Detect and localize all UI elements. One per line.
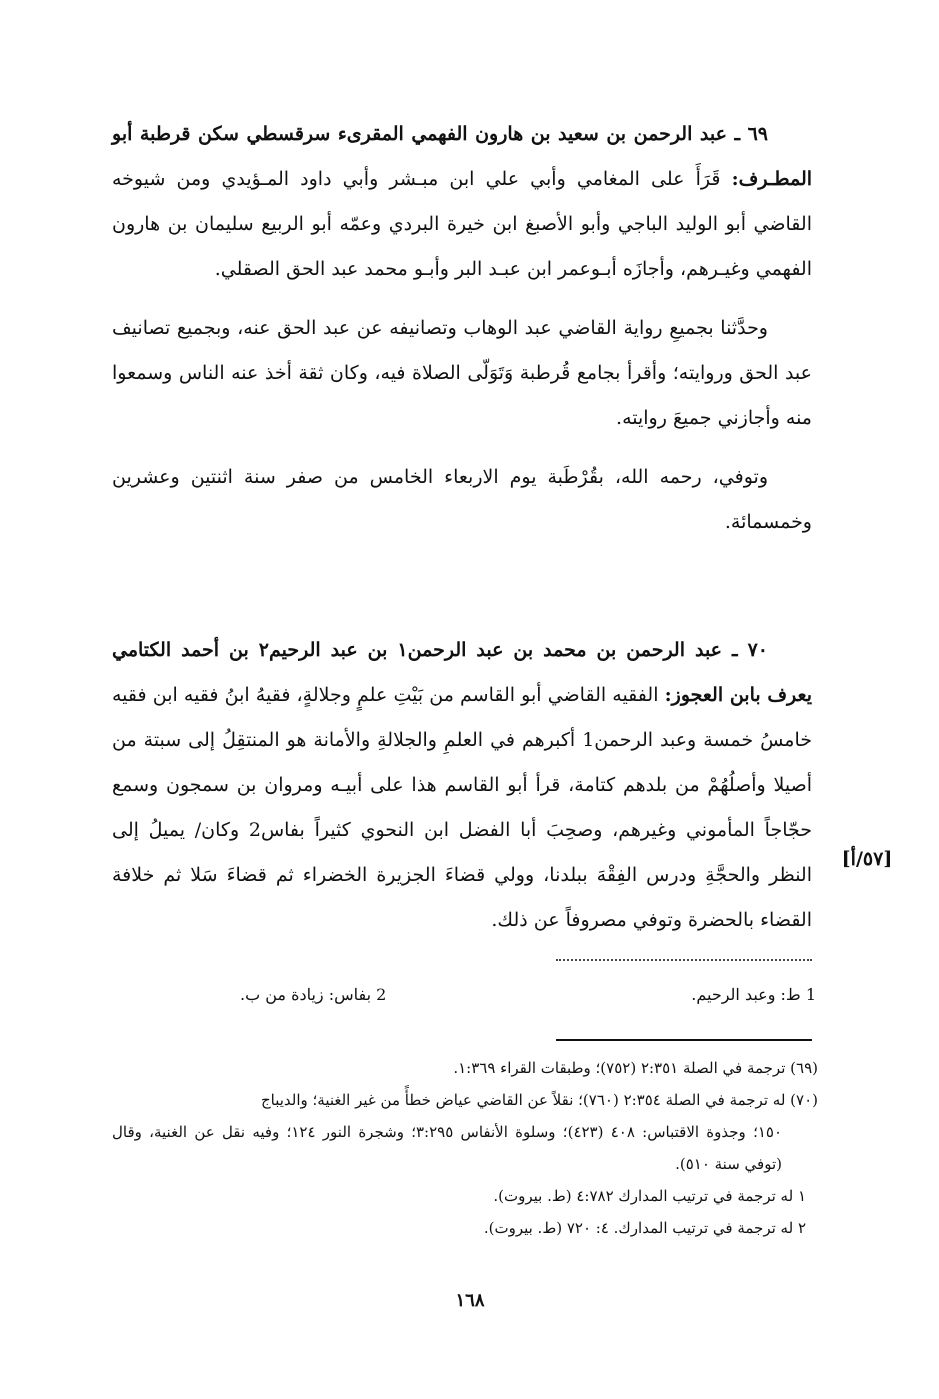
dotted-divider bbox=[556, 959, 812, 961]
footnote-70-continued: ١٥٠؛ وجذوة الاقتباس: ٤٠٨ (٤٢٣)؛ وسلوة الأنفاس ٣:٢٩٥؛ وشجرة النور ١٢٤؛ وفيه نقل عن الغنية، وقال (توفي سنة ٥١٠). bbox=[112, 1123, 783, 1173]
footnote-divider bbox=[556, 1039, 812, 1041]
footnote-sub-1: ١ له ترجمة في ترتيب المدارك ٤:٧٨٢ (ط. بيروت). bbox=[493, 1187, 806, 1205]
entry-69-first-paragraph bbox=[112, 112, 812, 292]
footnote-sub-2: ٢ له ترجمة في ترتيب المدارك. ٤: ٧٢٠ (ط. بيروت). bbox=[483, 1219, 806, 1237]
entry-69-paragraph-3: وتوفي، رحمه الله، بقُرْطَبة يوم الاربعاء الخامس من صفر سنة اثنتين وعشرين وخمسمائة. bbox=[112, 466, 812, 533]
variant-2: 2 بفاس: زيادة من ب. bbox=[240, 985, 387, 1004]
variant-1: 1 ط: وعبد الرحيم. bbox=[691, 985, 816, 1004]
entry-70-heading: ٧٠ ـ عبد الرحمن بن محمد بن عبد الرحمن١ بن عبد الرحيم٢ بن أحمد الكتامي يعرف بابن العجوز: bbox=[112, 639, 812, 706]
entry-69-body: قَرَأَ على المغامي وأبي علي ابن مبـشر وأبي داود المـؤيدي ومن شيوخه القاضي أبو الوليد الباجي وأبو الأصبغ ابن خيرة البردي وعمّه أبو الربيع سليمان بن هارون الفهمي وغيـرهم، وأجازَه أبـوعمر ابن عبـد البر وأبـو محمد عبد الحق الصقلي. bbox=[112, 168, 812, 280]
footnote-69: (٦٩) ترجمة في الصلة ٢:٣٥١ (٧٥٢)؛ وطبقات القراء ١:٣٦٩. bbox=[453, 1059, 818, 1077]
entry-69 bbox=[112, 112, 812, 559]
entry-70 bbox=[112, 628, 812, 943]
variant-readings bbox=[240, 985, 816, 1004]
page-number: ١٦٨ bbox=[455, 1290, 485, 1311]
footnotes bbox=[112, 1052, 818, 1244]
entry-69-heading: ٦٩ ـ عبد الرحمن بن سعيد بن هارون الفهمي المقرىء سرقسطي سكن قرطبة أبو المطـرف: bbox=[112, 123, 813, 190]
entry-69-paragraph-2: وحدَّثنا بجميعِ رواية القاضي عبد الوهاب وتصانيفه عن عبد الحق عنه، وبجميع تصانيف عبد الحق وروايته؛ وأقرأ بجامع قُرطبة وَتَوَلّى الصلاة فيه، وكان ثقة أخذ عنه الناس وسمعوا منه وأجازني جميعَ روايته. bbox=[112, 317, 812, 429]
entry-70-paragraph bbox=[112, 628, 812, 943]
margin-folio-note: [٥٧/أ] bbox=[841, 848, 893, 870]
entry-70-body: الفقيه القاضي أبو القاسم من بَيْتِ علمٍ وجلالةٍ، فقيهُ ابنُ فقيه ابن فقيه خامسُ خمسة وعبد الرحمن1 أكبرهم في العلمِ والجلالةِ والأمانة هو المنتقِلُ إلى سبتة من أصيلا وأصلُهُمْ من بلدهم كتامة، قرأ أبو القاسم هذا على أبيـه ومروان بن سمجون وسمع حجّاجاً المأموني وغيرهم، وصحِبَ أبا الفضل ابن النحوي كثيراً بفاس2 وكان/ يميلُ إلى النظر والحجَّةِ ودرس الفِقْهَ ببلدنا، وولي قضاءَ الجزيرة الخضراء ثم قضاءَ سَلا ثم خلافة القضاء بالحضرة وتوفي مصروفاً عن ذلك. bbox=[112, 684, 813, 931]
footnote-70: (٧٠) له ترجمة في الصلة ٢:٣٥٤ (٧٦٠)؛ نقلاً عن القاضي عياض خطأً من غير الغنية؛ والديباج bbox=[260, 1091, 818, 1109]
